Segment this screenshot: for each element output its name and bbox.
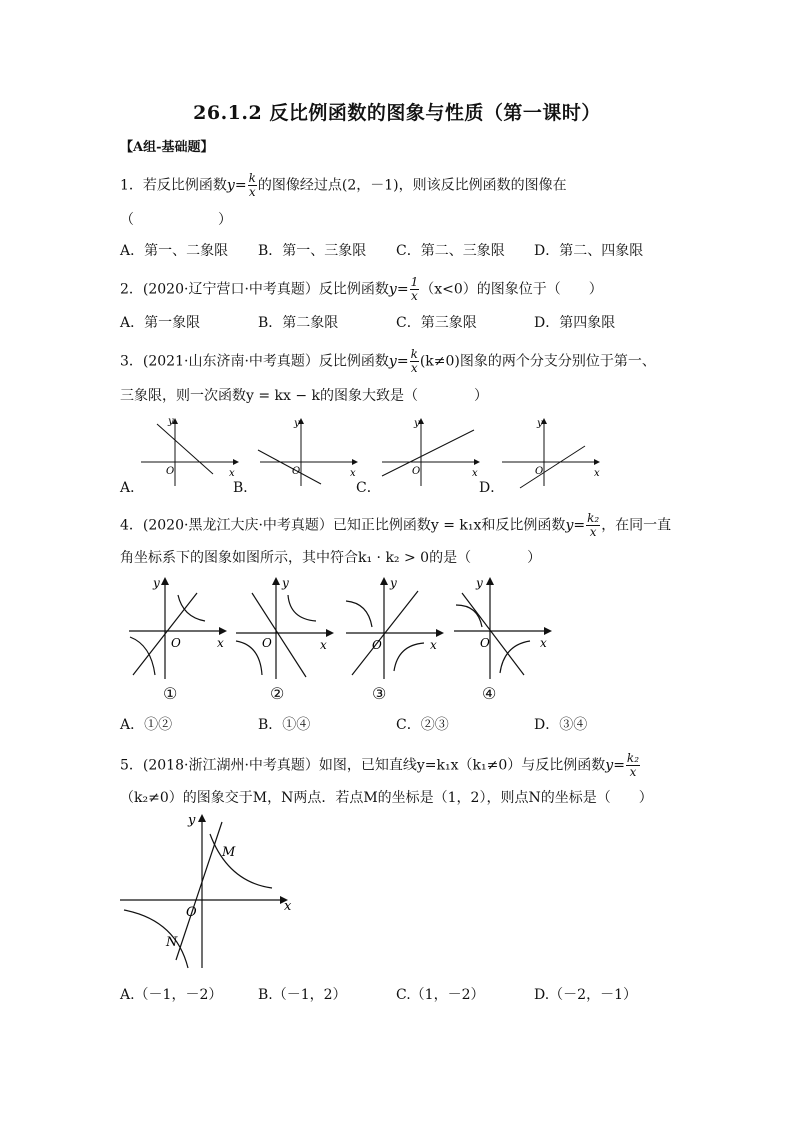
question-3-text-a: 3．(2021·山东济南·中考真题）反比例函数 xyxy=(120,353,389,370)
x-label: x xyxy=(350,468,356,479)
q4-graph-label-4: ④ xyxy=(482,684,497,703)
question-4-numerator: k₂ xyxy=(587,511,600,525)
question-2-stem xyxy=(120,276,603,303)
x-axis-arrow xyxy=(436,629,444,637)
origin-label: O xyxy=(171,636,181,650)
origin-label: O xyxy=(412,466,421,477)
origin-label: O xyxy=(186,905,197,920)
question-1-fraction xyxy=(248,172,257,199)
x-label: x xyxy=(540,636,547,650)
hyperbola-branch-1 xyxy=(288,595,316,621)
x-axis-arrow xyxy=(474,459,480,465)
question-5-text-a: 5．(2018·浙江湖州·中考真题）如图，已知直线y=k₁x（k₁≠0）与反比例函数 xyxy=(120,757,606,774)
question-1-option-c[interactable]: C．第二、三象限 xyxy=(396,243,505,259)
question-1-y: y xyxy=(226,177,235,194)
hyperbola-branch-1 xyxy=(210,834,272,888)
q3-graph-b[interactable] xyxy=(256,416,361,488)
question-3-denominator: x xyxy=(410,361,418,375)
question-5-denominator: x xyxy=(629,765,637,779)
question-2-denominator: x xyxy=(410,289,418,303)
hyperbola-branch-2 xyxy=(394,643,424,671)
y-label: y xyxy=(294,418,300,429)
hyperbola-branch-1 xyxy=(178,595,205,621)
function-line xyxy=(382,430,474,476)
question-2-y: y xyxy=(388,281,397,298)
question-4-denominator: x xyxy=(589,525,597,539)
question-4-option-a[interactable]: A．①② xyxy=(120,717,173,733)
question-3-stem xyxy=(120,348,656,375)
question-4-y: y xyxy=(565,517,574,534)
x-axis-arrow xyxy=(219,627,227,635)
question-3-stem-line2: 三象限，则一次函数y = kx − k的图象大致是（ ） xyxy=(120,388,489,404)
question-5-stem xyxy=(120,752,641,779)
question-3-eq: = xyxy=(396,353,409,370)
question-3-text-b: (k≠0)图象的两个分支分别位于第一、 xyxy=(419,353,656,370)
function-line xyxy=(520,446,585,488)
question-5-numerator: k₂ xyxy=(626,751,640,765)
question-4-option-b[interactable]: B．①④ xyxy=(258,717,311,733)
y-axis-arrow xyxy=(198,814,206,822)
function-line xyxy=(258,450,321,484)
question-1-stem xyxy=(120,172,567,199)
question-5-option-b[interactable]: B.（－1，2） xyxy=(258,987,347,1003)
question-5-option-d[interactable]: D.（－2，－1） xyxy=(534,987,637,1003)
question-3-numerator: k xyxy=(410,347,418,361)
question-2-eq: = xyxy=(396,281,409,298)
question-2-option-b[interactable]: B．第二象限 xyxy=(258,315,339,331)
origin-label: O xyxy=(166,466,175,477)
question-4-eq: = xyxy=(573,517,586,534)
question-4-text-a: 4．(2020·黑龙江大庆·中考真题）已知正比例函数y = k₁x和反比例函数 xyxy=(120,517,566,534)
y-label: y xyxy=(414,418,420,429)
q4-graph-label-1: ① xyxy=(163,684,178,703)
question-4-text-b: ，在同一直 xyxy=(601,517,672,534)
q4-graph-1[interactable] xyxy=(125,575,230,680)
hyperbola-branch-1 xyxy=(456,605,482,627)
question-1-eq: = xyxy=(234,177,247,194)
question-1-text-a: 1．若反比例函数 xyxy=(120,177,227,194)
x-label: x xyxy=(284,899,292,914)
q4-graph-label-3: ③ xyxy=(372,684,387,703)
x-label: x xyxy=(430,638,437,652)
y-label: y xyxy=(188,813,196,828)
section-heading: 【A组-基础题】 xyxy=(120,140,214,155)
x-axis-arrow xyxy=(594,459,600,465)
question-4-stem xyxy=(120,512,671,539)
x-axis-arrow xyxy=(326,629,334,637)
q4-graph-3[interactable] xyxy=(342,575,447,680)
y-axis-arrow xyxy=(486,577,494,585)
y-axis-arrow xyxy=(380,577,388,585)
question-1-text-b: 的图像经过点(2，－1)，则该反比例函数的图像在 xyxy=(257,177,567,194)
question-1-numerator: k xyxy=(248,171,256,185)
question-2-numerator: 1 xyxy=(410,275,419,289)
x-label: x xyxy=(229,468,235,479)
question-5-eq: = xyxy=(613,757,625,774)
hyperbola-branch-2 xyxy=(500,641,530,673)
question-4-fraction xyxy=(586,512,600,539)
page-title: 26.1.2 反比例函数的图象与性质（第一课时） xyxy=(193,102,601,124)
question-1-answer-paren: （ ） xyxy=(120,212,232,228)
question-1-denominator: x xyxy=(248,185,256,199)
question-5-option-a[interactable]: A.（－1，－2） xyxy=(120,987,223,1003)
question-2-text-b: （x<0）的图象位于（ ） xyxy=(420,281,603,298)
q4-graph-label-2: ② xyxy=(270,684,285,703)
y-label: y xyxy=(537,418,543,429)
x-axis-arrow xyxy=(544,627,552,635)
y-label: y xyxy=(282,576,289,590)
question-2-text-a: 2．(2020·辽宁营口·中考真题）反比例函数 xyxy=(120,281,389,298)
point-m-label: M xyxy=(222,845,236,860)
question-4-option-d[interactable]: D．③④ xyxy=(534,717,588,733)
origin-label: O xyxy=(535,466,544,477)
proportional-line xyxy=(462,593,524,675)
question-2-option-a[interactable]: A．第一象限 xyxy=(120,315,201,331)
q3-graph-c[interactable] xyxy=(378,416,483,488)
question-2-fraction xyxy=(410,276,420,303)
q3-label-b[interactable]: B． xyxy=(233,480,258,496)
question-1-option-a[interactable]: A．第一、二象限 xyxy=(120,243,229,259)
hyperbola-branch-2 xyxy=(236,641,262,675)
q3-graph-d[interactable] xyxy=(500,416,605,488)
y-label: y xyxy=(153,576,160,590)
x-label: x xyxy=(217,636,224,650)
x-axis-arrow xyxy=(233,459,239,465)
point-n-label: N xyxy=(166,935,178,950)
x-label: x xyxy=(594,468,600,479)
origin-label: O xyxy=(372,638,382,652)
question-1-option-d[interactable]: D．第二、四象限 xyxy=(534,243,644,259)
y-label: y xyxy=(476,576,483,590)
x-label: x xyxy=(472,468,478,479)
x-label: x xyxy=(320,638,327,652)
question-5-option-c[interactable]: C.（1，－2） xyxy=(396,987,485,1003)
y-label: y xyxy=(168,416,174,427)
y-axis-arrow xyxy=(272,577,280,585)
q3-label-c[interactable]: C． xyxy=(356,480,381,496)
y-axis-arrow xyxy=(161,577,169,585)
question-5-stem-line2: （k₂≠0）的图象交于M，N两点．若点M的坐标是（1，2），则点N的坐标是（ ） xyxy=(120,790,653,806)
question-1-option-b[interactable]: B．第一、三象限 xyxy=(258,243,367,259)
hyperbola-branch-1 xyxy=(346,601,372,627)
question-2-option-d[interactable]: D．第四象限 xyxy=(534,315,616,331)
origin-label: O xyxy=(262,636,272,650)
line-k1x xyxy=(176,822,222,960)
origin-label: O xyxy=(292,466,301,477)
hyperbola-branch-2 xyxy=(124,910,188,968)
question-3-fraction xyxy=(410,348,419,375)
x-axis-arrow xyxy=(352,459,358,465)
hyperbola-branch-2 xyxy=(130,637,155,675)
q3-graph-a[interactable] xyxy=(135,416,240,488)
question-5-fraction xyxy=(626,752,640,779)
question-4-option-c[interactable]: C．②③ xyxy=(396,717,449,733)
origin-label: O xyxy=(480,636,490,650)
question-3-y: y xyxy=(388,353,397,370)
q5-graph[interactable] xyxy=(118,810,298,970)
question-5-y: y xyxy=(605,757,614,774)
q4-graph-2[interactable] xyxy=(232,575,337,680)
question-4-stem-line2: 角坐标系下的图象如图所示，其中符合k₁ · k₂ > 0的是（ ） xyxy=(120,550,542,566)
question-2-option-c[interactable]: C．第三象限 xyxy=(396,315,477,331)
q3-label-d[interactable]: D． xyxy=(479,480,505,496)
y-label: y xyxy=(390,576,397,590)
q3-label-a[interactable]: A． xyxy=(120,480,145,496)
q4-graph-4[interactable] xyxy=(450,575,555,680)
